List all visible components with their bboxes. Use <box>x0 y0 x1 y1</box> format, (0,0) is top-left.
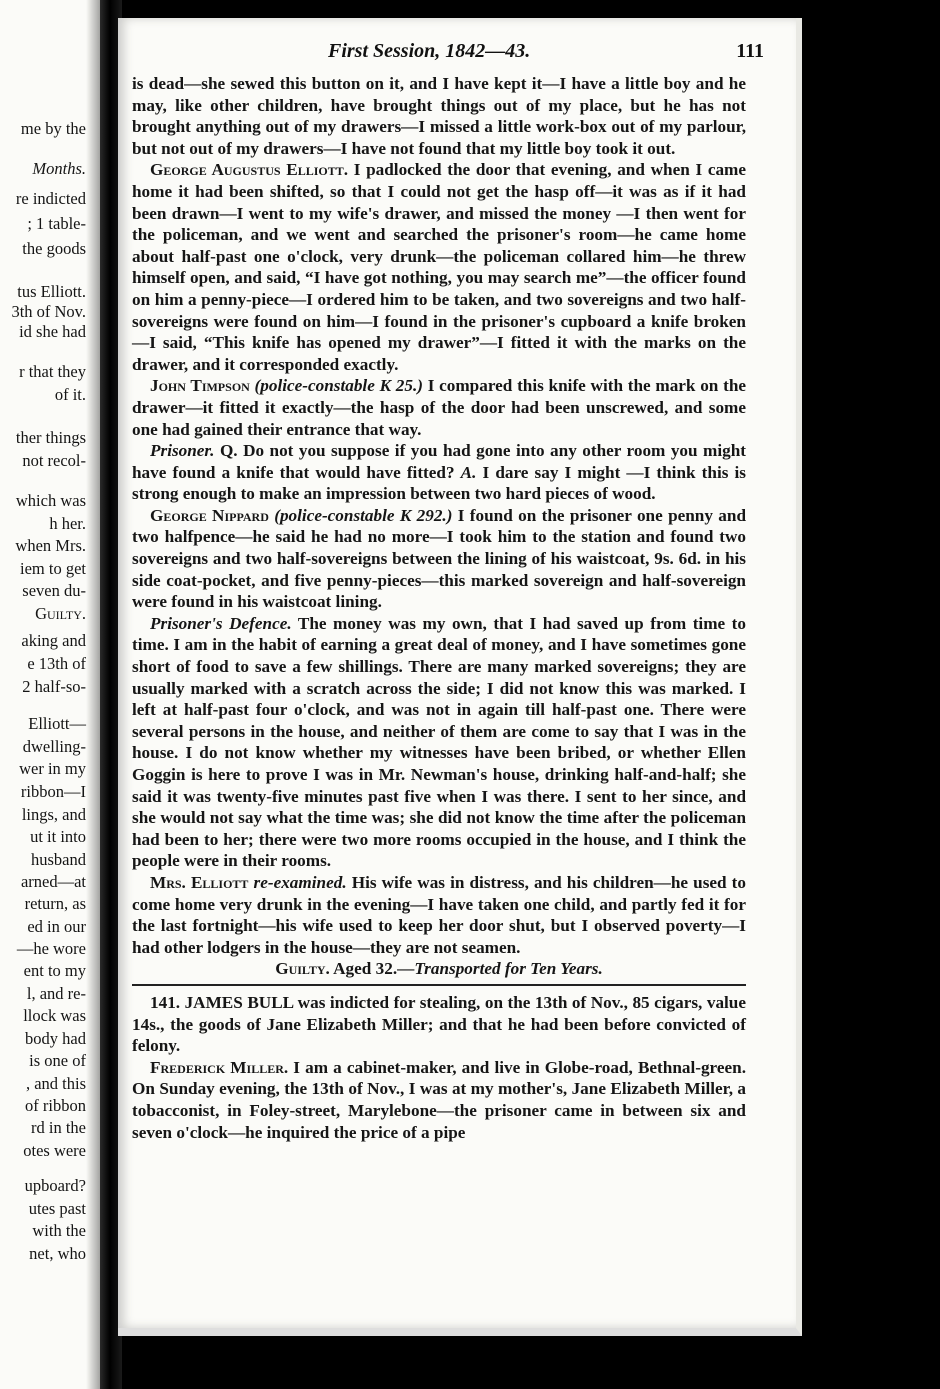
facing-page-line: e 13th of <box>27 654 86 673</box>
verdict: Guilty. <box>275 959 330 979</box>
speaker-name: John Timpson <box>150 376 250 396</box>
paragraph <box>132 159 746 375</box>
facing-page-line: of it. <box>54 385 86 404</box>
facing-page-line: with the <box>32 1221 86 1240</box>
verdict-line <box>132 958 746 986</box>
facing-page-line: arned—at <box>20 872 86 891</box>
facing-page-line: body had <box>25 1029 86 1048</box>
facing-page-line: wer in my <box>19 759 86 778</box>
book-page <box>118 18 802 1336</box>
facing-page-line: when Mrs. <box>15 536 86 555</box>
facing-page-line: me by the <box>20 119 86 138</box>
facing-page-line: ent to my <box>23 961 86 980</box>
page-body <box>132 73 746 1143</box>
speaker-name: Frederick Miller. <box>150 1057 289 1077</box>
facing-page-line: 3th of Nov. <box>11 302 86 321</box>
facing-page-line: net, who <box>29 1244 86 1263</box>
page-number: 111 <box>736 40 764 62</box>
speaker-role: (police-constable K 292.) <box>268 505 453 525</box>
facing-page-line: otes were <box>23 1141 86 1160</box>
speaker-name: George Nippard <box>150 505 269 525</box>
facing-page-line: which was <box>15 491 86 510</box>
facing-page-line: husband <box>31 850 86 869</box>
facing-page-line: upboard? <box>24 1176 86 1195</box>
facing-page-line: the goods <box>22 239 86 258</box>
facing-page-line: is one of <box>29 1051 86 1070</box>
facing-page-line: dwelling- <box>22 737 86 756</box>
facing-page-line: rd in the <box>31 1118 86 1137</box>
paragraph <box>132 613 746 872</box>
facing-page-line: r that they <box>19 362 86 381</box>
testimony-text: I compared this knife with the mark on the drawer—it fitted it exactly—the hasp of the door had been unscrewed, and some one had gained their entrance that way. <box>132 376 747 439</box>
speaker-name: Mrs. Elliott <box>150 872 249 892</box>
facing-page-line: iem to get <box>20 559 86 578</box>
facing-page-line: seven du- <box>22 581 86 600</box>
facing-page-line: l, and re- <box>26 984 86 1003</box>
facing-page-line: lings, and <box>21 805 86 824</box>
case-heading-paragraph: 141. JAMES BULL was indicted for stealing, on the 13th of Nov., 85 cigars, value 14s., the goods of Jane Elizabeth Miller; and that he had been before convicted of felony. <box>132 992 746 1056</box>
facing-page-line: Months. <box>32 159 86 178</box>
facing-page-line: tus Elliott. <box>17 282 86 301</box>
running-title: First Session, 1842—43. <box>328 40 531 62</box>
facing-page-line: ; 1 table- <box>27 214 86 233</box>
testimony-text: I am a cabinet-maker, and live in Globe-road, Bethnal-green. On Sunday evening, the 13th of Nov., I was at my mother's, Jane Elizabeth Miller, a tobacconist, in Foley-street, Marylebone—the prisoner came in between six and seven o'clock—he inquired the price of a pipe <box>132 1057 746 1142</box>
page-curl-shadow <box>86 0 100 1389</box>
facing-page-line: h her. <box>49 514 86 533</box>
facing-page-line: Guilty. <box>35 604 86 623</box>
testimony-text: His wife was in distress, and his children—he used to come home very drunk in the evening—I have taken one child, and partly fed it for the last fortnight—his wife used to keep her door shut, but I observed poverty—I had other lodgers in the house—they are not seamen. <box>132 872 746 957</box>
testimony-text: Q. Do not you suppose if you had gone into any other room you might have found a knife that would have fitted? <box>132 441 746 482</box>
facing-page-line: aking and <box>21 631 86 650</box>
facing-page-line: utes past <box>28 1199 86 1218</box>
answer-marker: A. <box>460 462 477 482</box>
testimony-text: The money was my own, that I had saved up from time to time. I am in the habit of earning a great deal of money, and I have sometimes gone short of food to save a few shillings. There are many marked sovereigns; they are usually marked with a scratch across the side; I did not know this was marked. I left at half-past four o'clock, and was not in again till half-past one. There were several persons in the house, and neither of them are come to say that I was in the house. I do not know whether my witnesses have been bribed, or whether Ellen Goggin is here to prove I was in Mr. Newman's house, drinking half-and-half; she said it was twenty-five minutes past five when I was there. I sent to her since, and she would not say what the time was; she did not know the time after the policeman had been to her; there were two more rooms occupied in the house, and I think the people were in their rooms. <box>132 613 747 871</box>
speaker-name: Prisoner's Defence. <box>150 613 292 633</box>
facing-page-line: Elliott— <box>28 714 86 733</box>
facing-page-line: , and this <box>25 1074 86 1093</box>
facing-page-line: ribbon—I <box>20 782 86 801</box>
facing-page-line: llock was <box>23 1006 86 1025</box>
facing-page-line: id she had <box>19 322 86 341</box>
facing-page-line: of ribbon <box>25 1096 86 1115</box>
testimony-text: I found on the prisoner one penny and two halfpence—he said he had no more—I took him to the station and found two sovereigns and two half-sovereigns between the lining of his waistcoat, 9s. 6d. in his side coat-pocket, and five penny-pieces—this marked sovereign and half-sovereign were found in his waistcoat lining. <box>132 505 747 612</box>
paragraph <box>132 505 746 613</box>
facing-page-line: not recol- <box>22 451 86 470</box>
facing-page-line: re indicted <box>15 189 86 208</box>
sentence: Transported for Ten Years. <box>414 959 603 979</box>
speaker-name: Prisoner. <box>150 441 215 461</box>
testimony-text: I padlocked the door that evening, and when I came home it had been shifted, so that I could not get the hasp off—it was as if it had been drawn—I went to my wife's drawer, and missed the money —I then went for the policeman, and we went and searched the prisoner's room—he came home about half-past one o'clock, very drunk—the policeman collared him—he threw himself open, and said, “I have got nothing, you may search me”—the officer found on him a penny-piece—I ordered him to be taken, and two sovereigns and two half-sovereigns were found on him—I found in the prisoner's cupboard a knife broken—I said, “This knife has opened my drawer”—I fitted it with the marks on the drawer, and it corresponded exactly. <box>132 160 746 374</box>
speaker-name: George Augustus Elliott. <box>150 160 349 180</box>
paragraph <box>132 1057 746 1143</box>
facing-page-line: return, as <box>24 894 86 913</box>
testimony-text: I dare say I might —I think this is strong enough to make an impression between two hard pieces of wood. <box>132 462 746 504</box>
paragraph <box>132 440 746 505</box>
paragraph: is dead—she sewed this button on it, and I have kept it—I have a little boy and he may, like other children, have brought things out of my place, but he has not brought anything out of my drawers—I missed a little work-box out of my parlour, but not out of my drawers—I have not found that my little boy took it out. <box>132 74 746 158</box>
speaker-role: re-examined. <box>248 872 347 892</box>
paragraph <box>132 872 746 958</box>
paragraph <box>132 375 746 440</box>
speaker-role: (police-constable K 25.) <box>249 376 423 396</box>
facing-page-line: ed in our <box>27 917 86 936</box>
running-header <box>118 40 778 66</box>
facing-page-line: ut it into <box>30 827 86 846</box>
verdict-age: Aged 32.— <box>329 959 415 979</box>
facing-page-fragment <box>0 0 100 1389</box>
facing-page-line: ther things <box>15 428 86 447</box>
facing-page-line: 2 half-so- <box>22 677 86 696</box>
facing-page-line: —he wore <box>16 939 86 958</box>
